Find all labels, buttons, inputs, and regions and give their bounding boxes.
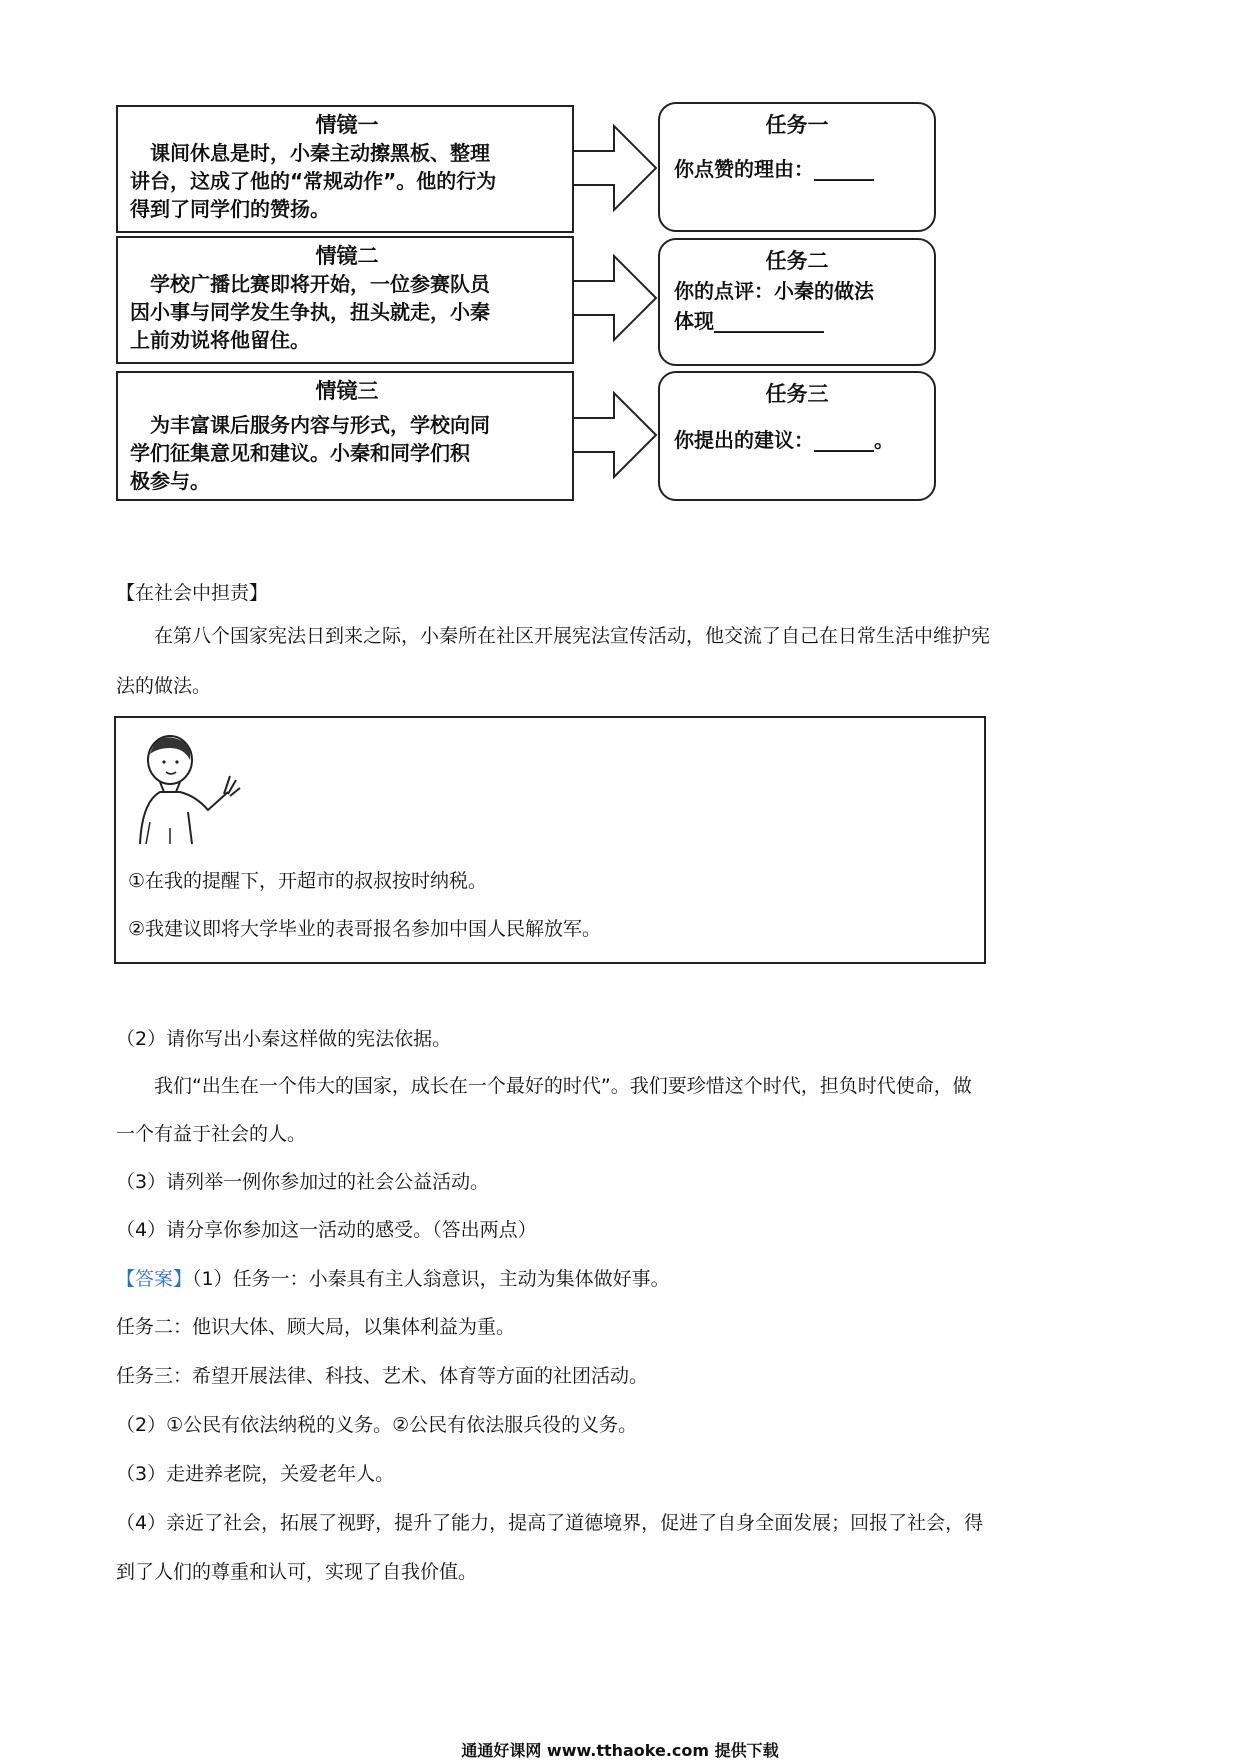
task-box-2 [658, 238, 936, 366]
scene-text: 得到了同学们的赞扬。 [130, 197, 330, 221]
answer-4-cont: 到了人们的尊重和认可，实现了自我价值。 [116, 1561, 478, 1583]
question-4: （4）请分享你参加这一活动的感受。（答出两点） [116, 1219, 537, 1241]
intro-line: 法的做法。 [116, 675, 212, 697]
scene-box-2 [116, 236, 574, 364]
scene-text: 学们征集意见和建议。小秦和同学们积 [130, 441, 470, 465]
speech-item: ①在我的提醒下，开超市的叔叔按时纳税。 [128, 870, 488, 892]
arrow-icon [574, 118, 664, 218]
scene-title: 情镜三 [315, 379, 379, 403]
task-box-3 [658, 371, 936, 501]
question-3: （3）请列举一例你参加过的社会公益活动。 [116, 1171, 490, 1193]
scene-text: 极参与。 [130, 469, 210, 493]
scene-text: 学校广播比赛即将开始，一位参赛队员 [150, 272, 490, 296]
speaker-illustration [130, 732, 248, 846]
scene-box-3 [116, 371, 574, 501]
task-text: 你的点评：小秦的做法 [674, 279, 874, 303]
answer-1 [116, 1265, 670, 1293]
task-text: 你提出的建议：______。 [674, 428, 894, 452]
speech-item: ②我建议即将大学毕业的表哥报名参加中国人民解放军。 [128, 918, 602, 940]
answer-2: （2）①公民有依法纳税的义务。②公民有依法服兵役的义务。 [116, 1414, 638, 1436]
task-text: 你点赞的理由：______ [674, 157, 874, 181]
answer-label: 【答案】 [116, 1268, 193, 1290]
scene-text: 因小事与同学发生争执，扭头就走，小秦 [130, 300, 490, 324]
section-heading: 【在社会中担责】 [116, 582, 269, 604]
scene-title: 情镜一 [315, 113, 379, 137]
task-title: 任务一 [765, 113, 829, 137]
speech-box [114, 716, 986, 964]
scene-text: 上前劝说将他留住。 [130, 328, 310, 352]
answer-text: （1）任务一：小秦具有主人翁意识，主动为集体做好事。 [192, 1268, 670, 1290]
answer-4: （4）亲近了社会，拓展了视野，提升了能力，提高了道德境界，促进了自身全面发展；回报了社会，得 [116, 1512, 984, 1534]
task-box-1 [658, 102, 936, 232]
intro-line: 在第八个国家宪法日到来之际，小秦所在社区开展宪法宣传活动，他交流了自己在日常生活中维护宪 [154, 625, 991, 647]
scene-box-1 [116, 105, 574, 233]
quote-line: 我们“出生在一个伟大的国家，成长在一个最好的时代”。我们要珍惜这个时代，担负时代使命，做 [154, 1075, 972, 1097]
footer-credit: 通通好课网 www.tthaoke.com 提供下载 [461, 1741, 779, 1760]
scene-title: 情镜二 [315, 244, 379, 268]
task-text: 体现___________ [674, 309, 824, 333]
scene-text: 讲台，这成了他的“常规动作”。他的行为 [130, 169, 497, 193]
quote-line: 一个有益于社会的人。 [116, 1123, 307, 1145]
scene-text: 为丰富课后服务内容与形式，学校向同 [150, 413, 490, 437]
arrow-icon [574, 385, 664, 485]
arrow-icon [574, 248, 664, 348]
scene-text: 课间休息是时，小秦主动擦黑板、整理 [150, 141, 490, 165]
question-2: （2）请你写出小秦这样做的宪法依据。 [116, 1028, 452, 1050]
answer-task3: 任务三：希望开展法律、科技、艺术、体育等方面的社团活动。 [116, 1365, 649, 1387]
answer-3: （3）走进养老院，关爱老年人。 [116, 1463, 395, 1485]
task-title: 任务二 [765, 249, 829, 273]
answer-task2: 任务二：他识大体、顾大局，以集体利益为重。 [116, 1316, 516, 1338]
task-title: 任务三 [765, 382, 829, 406]
